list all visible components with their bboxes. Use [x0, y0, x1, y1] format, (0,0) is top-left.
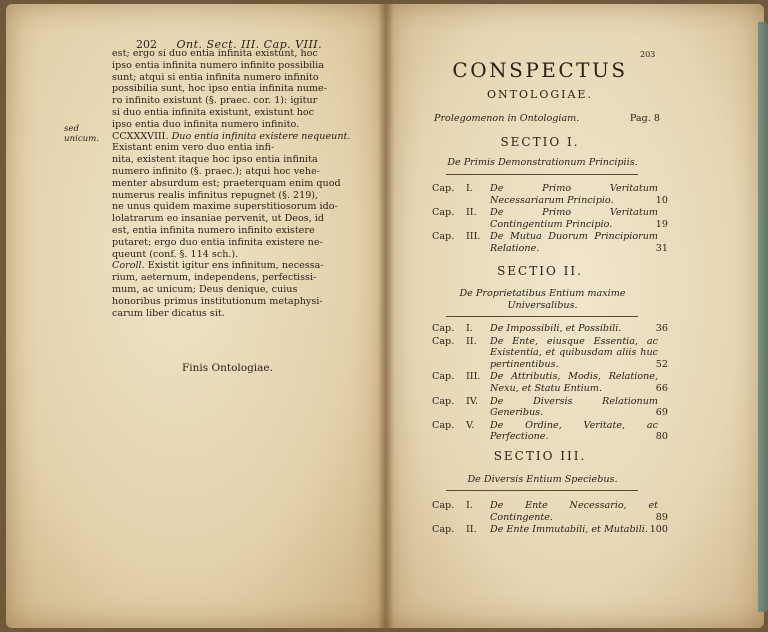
toc-page: 10 — [655, 194, 668, 206]
conspectus-subtitle: ONTOLOGIAE. — [487, 88, 593, 101]
toc-page: 69 — [655, 407, 668, 419]
toc-cap: Cap. — [432, 395, 455, 407]
section-2-title: SECTIO II. — [497, 264, 583, 278]
toc-entry — [432, 183, 672, 206]
section-3-toc — [432, 500, 672, 537]
proposition-title: Duo entia infinita existere nequeunt. — [171, 130, 351, 142]
toc-entry — [432, 207, 672, 230]
section-3-rule — [446, 490, 638, 491]
toc-num: III. — [466, 231, 481, 243]
prolegomenon-page: Pag. 8 — [629, 113, 660, 124]
toc-cap: Cap. — [432, 419, 455, 431]
toc-page: 89 — [655, 511, 668, 523]
proposition-number: CCXXXVIII. — [112, 130, 169, 142]
text-line: lolatrarum eo insaniae pervenit, ut Deos, id — [112, 213, 324, 225]
toc-page: 19 — [655, 218, 668, 230]
toc-num: V. — [466, 419, 475, 431]
section-1-rule — [446, 174, 638, 175]
margin-note: sed unicum. — [64, 124, 100, 144]
text-line: ipso entia duo infinita numero infinito. — [112, 118, 300, 130]
text-line: ne unus quidem maxime superstitiosorum ido- — [112, 201, 338, 213]
toc-text: De Primo Veritatum Necessariarum Principio. — [490, 183, 658, 206]
toc-page: 52 — [655, 358, 668, 370]
conspectus-title: CONSPECTUS — [452, 58, 628, 82]
toc-text: De Mutua Duorum Principiorum Relatione. — [490, 231, 658, 254]
corollary-label: Coroll. — [112, 260, 145, 272]
toc-entry — [432, 396, 672, 419]
section-3-subtitle: De Diversis Entium Speciebus. — [467, 474, 618, 485]
text-line: Existant enim vero duo entia infi- — [112, 142, 275, 154]
text-line: menter absurdum est; praeterquam enim quod — [112, 177, 341, 189]
text-line: carum liber dicatus sit. — [112, 307, 225, 319]
text-line: ipso entia infinita numero infinito possibilia — [112, 59, 325, 71]
text-line: est, entia infinita numero infinito existere — [112, 224, 315, 236]
text-line: possibilia sunt, hoc ipso entia infinita nume- — [112, 83, 327, 95]
text-line: numerus realis infinitus repugnet (§. 219), — [112, 189, 319, 201]
toc-text: De Diversis Relationum Generibus. — [490, 395, 658, 419]
proposition-heading — [112, 131, 364, 143]
toc-text: De Impossibili, et Possibili. — [490, 323, 622, 334]
toc-entry — [432, 500, 672, 523]
toc-cap: Cap. — [432, 207, 455, 219]
section-1-toc — [432, 183, 672, 256]
text-line: ro infinito existunt (§. praec. cor. 1): igitur — [112, 95, 318, 107]
section-1-title: SECTIO I. — [500, 135, 580, 149]
text-line: honoribus primus institutionum metaphysi- — [112, 295, 323, 307]
text-line: sunt; atqui si entia infinita numero infinito — [112, 71, 319, 83]
text-line: mum, ac unicum; Deus denique, cuius — [112, 283, 298, 295]
toc-num: I. — [466, 500, 473, 511]
toc-cap: Cap. — [432, 323, 455, 334]
text-line: est; ergo si duo entia infinita existunt, hoc — [112, 48, 318, 59]
toc-page: 80 — [655, 431, 668, 443]
toc-cap: Cap. — [432, 500, 455, 511]
toc-text: De Ente Necessario, et Contingente. — [490, 500, 658, 523]
toc-text: De Ente, eiusque Essentia, ac Existentia, et quibusdam aliis huc pertinentibus. — [490, 335, 658, 370]
text-line: queunt (conf. §. 114 sch.). — [112, 248, 239, 260]
toc-num: I. — [466, 183, 473, 194]
text-line: numero infinito (§. praec.); atqui hoc vehe- — [112, 165, 320, 177]
text-line: Existit igitur ens infinitum, necessa- — [147, 260, 324, 272]
prolegomenon-entry — [434, 113, 660, 124]
toc-text: De Primo Veritatum Contingentium Principio. — [490, 207, 658, 230]
toc-entry — [432, 420, 672, 443]
toc-page: 36 — [655, 323, 668, 334]
toc-entry — [432, 336, 672, 371]
toc-cap: Cap. — [432, 231, 455, 243]
text-line: rium, aeternum, independens, perfectissi- — [112, 272, 317, 284]
toc-num: I. — [466, 323, 473, 334]
toc-entry — [432, 371, 672, 394]
toc-text: De Ordine, Veritate, ac Perfectione. — [490, 419, 658, 443]
left-page-number: 202 — [136, 38, 157, 51]
toc-entry — [432, 323, 672, 335]
section-2-toc — [432, 323, 672, 444]
left-body-text — [112, 48, 364, 319]
book-gutter — [378, 4, 394, 628]
toc-num: II. — [466, 335, 477, 347]
toc-page: 100 — [649, 524, 668, 536]
book-edge — [758, 22, 768, 612]
text-line: nita, existent itaque hoc ipso entia infinita — [112, 154, 318, 166]
toc-cap: Cap. — [432, 335, 455, 347]
toc-page: 31 — [655, 242, 668, 254]
toc-entry — [432, 231, 672, 254]
section-2-subtitle: De Proprietatibus Entium maxime Universalibus. — [459, 288, 626, 311]
toc-num: III. — [466, 371, 481, 383]
corollary-first-line — [112, 260, 364, 272]
toc-text: De Ente Immutabili, et Mutabili. — [490, 524, 648, 536]
toc-text: De Attributis, Modis, Relatione, Nexu, et Statu Entium. — [490, 371, 658, 394]
section-2-rule — [446, 316, 638, 317]
prolegomenon-text: Prolegomenon in Ontologiam. — [434, 113, 580, 124]
toc-cap: Cap. — [432, 524, 455, 536]
right-page-number: 203 — [640, 50, 656, 59]
text-line: putaret: ergo duo entia infinita existere ne- — [112, 236, 323, 248]
left-running-title: Ont. Sect. III. Cap. VIII. — [176, 38, 323, 51]
finis-ontologiae: Finis Ontologiae. — [182, 362, 273, 374]
toc-num: II. — [466, 524, 477, 536]
toc-cap: Cap. — [432, 183, 455, 194]
section-1-subtitle: De Primis Demonstrationum Principiis. — [447, 157, 638, 168]
toc-page: 66 — [655, 382, 668, 394]
toc-num: II. — [466, 207, 477, 219]
toc-num: IV. — [466, 395, 479, 407]
toc-cap: Cap. — [432, 371, 455, 383]
text-line: si duo entia infinita existunt, existunt hoc — [112, 106, 315, 118]
toc-entry — [432, 524, 672, 536]
section-3-title: SECTIO III. — [493, 449, 587, 463]
